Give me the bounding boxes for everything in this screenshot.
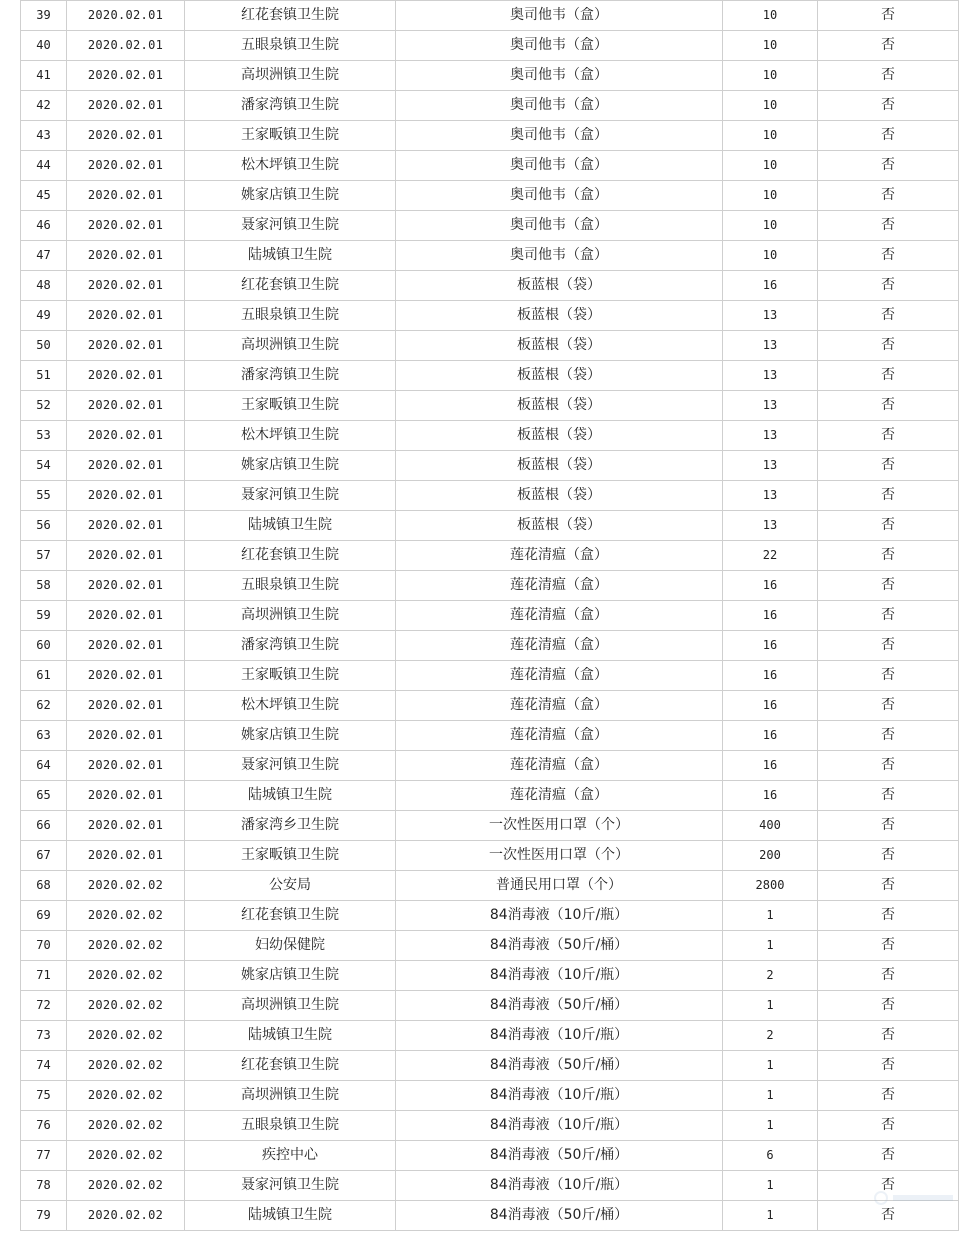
row-number: 64 [21,751,67,781]
table-row [21,631,959,661]
row-date: 2020.02.01 [67,91,185,121]
row-flag: 否 [818,391,959,421]
row-unit: 陆城镇卫生院 [185,1201,396,1231]
row-quantity: 16 [723,571,818,601]
row-unit: 聂家河镇卫生院 [185,751,396,781]
row-unit: 陆城镇卫生院 [185,781,396,811]
row-number: 47 [21,241,67,271]
row-unit: 陆城镇卫生院 [185,241,396,271]
row-quantity: 13 [723,421,818,451]
row-item: 84消毒液（50斤/桶） [396,1141,723,1171]
row-number: 54 [21,451,67,481]
row-item: 84消毒液（10斤/瓶） [396,1171,723,1201]
row-flag: 否 [818,181,959,211]
row-date: 2020.02.01 [67,211,185,241]
row-item: 莲花清瘟（盒） [396,721,723,751]
row-quantity: 22 [723,541,818,571]
table-row [21,451,959,481]
donation-table [20,0,959,1231]
row-item: 84消毒液（10斤/瓶） [396,901,723,931]
table-row [21,151,959,181]
row-quantity: 1 [723,901,818,931]
row-date: 2020.02.01 [67,721,185,751]
row-unit: 潘家湾镇卫生院 [185,361,396,391]
row-unit: 红花套镇卫生院 [185,901,396,931]
table-row [21,301,959,331]
row-flag: 否 [818,811,959,841]
row-flag: 否 [818,361,959,391]
row-unit: 聂家河镇卫生院 [185,481,396,511]
row-item: 板蓝根（袋） [396,421,723,451]
row-quantity: 16 [723,781,818,811]
row-number: 67 [21,841,67,871]
row-unit: 王家畈镇卫生院 [185,841,396,871]
row-item: 板蓝根（袋） [396,511,723,541]
row-flag: 否 [818,931,959,961]
row-quantity: 16 [723,601,818,631]
row-flag: 否 [818,31,959,61]
row-flag: 否 [818,421,959,451]
row-unit: 松木坪镇卫生院 [185,151,396,181]
row-quantity: 10 [723,31,818,61]
row-date: 2020.02.02 [67,1081,185,1111]
row-unit: 松木坪镇卫生院 [185,691,396,721]
row-date: 2020.02.01 [67,781,185,811]
row-number: 53 [21,421,67,451]
row-date: 2020.02.02 [67,1111,185,1141]
row-number: 69 [21,901,67,931]
row-quantity: 13 [723,331,818,361]
row-quantity: 13 [723,511,818,541]
row-unit: 姚家店镇卫生院 [185,451,396,481]
row-date: 2020.02.01 [67,601,185,631]
table-body [21,1,959,1231]
row-flag: 否 [818,1141,959,1171]
row-flag: 否 [818,241,959,271]
row-unit: 红花套镇卫生院 [185,1,396,31]
row-date: 2020.02.01 [67,571,185,601]
row-quantity: 2 [723,961,818,991]
table-row [21,481,959,511]
row-item: 84消毒液（10斤/瓶） [396,1081,723,1111]
row-number: 71 [21,961,67,991]
row-date: 2020.02.01 [67,541,185,571]
row-item: 莲花清瘟（盒） [396,781,723,811]
table-row [21,241,959,271]
row-flag: 否 [818,1111,959,1141]
table-row [21,1111,959,1141]
row-number: 56 [21,511,67,541]
row-quantity: 1 [723,1201,818,1231]
table-row [21,331,959,361]
row-date: 2020.02.02 [67,901,185,931]
row-item: 一次性医用口罩（个） [396,841,723,871]
row-number: 55 [21,481,67,511]
row-quantity: 2800 [723,871,818,901]
row-unit: 潘家湾乡卫生院 [185,811,396,841]
row-item: 板蓝根（袋） [396,301,723,331]
row-quantity: 1 [723,1171,818,1201]
row-number: 50 [21,331,67,361]
row-date: 2020.02.01 [67,301,185,331]
table-row [21,721,959,751]
row-item: 莲花清瘟（盒） [396,661,723,691]
row-flag: 否 [818,991,959,1021]
row-unit: 妇幼保健院 [185,931,396,961]
row-item: 莲花清瘟（盒） [396,751,723,781]
row-unit: 五眼泉镇卫生院 [185,31,396,61]
row-number: 75 [21,1081,67,1111]
row-flag: 否 [818,481,959,511]
row-date: 2020.02.01 [67,61,185,91]
watermark-icon [871,1188,961,1208]
row-quantity: 16 [723,271,818,301]
row-item: 板蓝根（袋） [396,271,723,301]
row-number: 41 [21,61,67,91]
row-quantity: 16 [723,661,818,691]
table-row [21,541,959,571]
row-item: 莲花清瘟（盒） [396,631,723,661]
row-quantity: 10 [723,181,818,211]
row-unit: 姚家店镇卫生院 [185,181,396,211]
table-row [21,61,959,91]
row-unit: 松木坪镇卫生院 [185,421,396,451]
row-quantity: 10 [723,241,818,271]
row-number: 40 [21,31,67,61]
table-row [21,991,959,1021]
row-number: 63 [21,721,67,751]
donation-table-container [20,0,958,1231]
row-number: 72 [21,991,67,1021]
row-item: 84消毒液（10斤/瓶） [396,961,723,991]
row-quantity: 13 [723,481,818,511]
row-date: 2020.02.02 [67,1051,185,1081]
table-row [21,181,959,211]
table-row [21,661,959,691]
row-unit: 王家畈镇卫生院 [185,391,396,421]
row-flag: 否 [818,271,959,301]
table-row [21,1,959,31]
row-date: 2020.02.01 [67,181,185,211]
row-item: 一次性医用口罩（个） [396,811,723,841]
row-flag: 否 [818,601,959,631]
row-number: 49 [21,301,67,331]
row-unit: 红花套镇卫生院 [185,1051,396,1081]
row-quantity: 13 [723,301,818,331]
row-item: 莲花清瘟（盒） [396,541,723,571]
table-row [21,841,959,871]
row-date: 2020.02.02 [67,961,185,991]
row-number: 61 [21,661,67,691]
table-row [21,601,959,631]
row-unit: 高坝洲镇卫生院 [185,991,396,1021]
row-item: 84消毒液（50斤/桶） [396,931,723,961]
row-flag: 否 [818,1021,959,1051]
row-item: 奥司他韦（盒） [396,91,723,121]
row-number: 79 [21,1201,67,1231]
row-unit: 高坝洲镇卫生院 [185,61,396,91]
row-number: 48 [21,271,67,301]
table-row [21,931,959,961]
row-quantity: 400 [723,811,818,841]
row-flag: 否 [818,871,959,901]
row-item: 84消毒液（50斤/桶） [396,1051,723,1081]
table-row [21,811,959,841]
row-flag: 否 [818,901,959,931]
row-flag: 否 [818,1051,959,1081]
row-quantity: 1 [723,1111,818,1141]
row-date: 2020.02.02 [67,1201,185,1231]
row-number: 52 [21,391,67,421]
row-quantity: 1 [723,931,818,961]
row-date: 2020.02.01 [67,1,185,31]
row-quantity: 10 [723,151,818,181]
row-unit: 五眼泉镇卫生院 [185,571,396,601]
row-quantity: 10 [723,61,818,91]
row-date: 2020.02.01 [67,661,185,691]
row-flag: 否 [818,781,959,811]
row-flag: 否 [818,751,959,781]
table-row [21,1201,959,1231]
row-flag: 否 [818,541,959,571]
table-row [21,211,959,241]
row-quantity: 10 [723,211,818,241]
row-date: 2020.02.01 [67,631,185,661]
row-number: 74 [21,1051,67,1081]
row-number: 51 [21,361,67,391]
row-number: 57 [21,541,67,571]
row-item: 莲花清瘟（盒） [396,601,723,631]
row-item: 奥司他韦（盒） [396,181,723,211]
row-unit: 聂家河镇卫生院 [185,211,396,241]
row-flag: 否 [818,661,959,691]
row-unit: 五眼泉镇卫生院 [185,301,396,331]
row-item: 奥司他韦（盒） [396,61,723,91]
row-unit: 王家畈镇卫生院 [185,661,396,691]
row-unit: 姚家店镇卫生院 [185,961,396,991]
row-item: 奥司他韦（盒） [396,31,723,61]
row-item: 板蓝根（袋） [396,331,723,361]
row-item: 板蓝根（袋） [396,481,723,511]
row-item: 板蓝根（袋） [396,451,723,481]
row-date: 2020.02.01 [67,751,185,781]
table-row [21,91,959,121]
row-date: 2020.02.01 [67,241,185,271]
row-unit: 高坝洲镇卫生院 [185,601,396,631]
row-date: 2020.02.02 [67,871,185,901]
table-row [21,421,959,451]
row-flag: 否 [818,841,959,871]
row-flag: 否 [818,61,959,91]
row-unit: 红花套镇卫生院 [185,271,396,301]
row-flag: 否 [818,631,959,661]
row-number: 60 [21,631,67,661]
table-row [21,1051,959,1081]
row-unit: 姚家店镇卫生院 [185,721,396,751]
table-row [21,961,959,991]
table-row [21,1141,959,1171]
row-flag: 否 [818,91,959,121]
table-row [21,511,959,541]
row-date: 2020.02.02 [67,1171,185,1201]
row-date: 2020.02.01 [67,451,185,481]
row-flag: 否 [818,301,959,331]
row-unit: 高坝洲镇卫生院 [185,331,396,361]
row-number: 42 [21,91,67,121]
row-number: 62 [21,691,67,721]
table-row [21,901,959,931]
row-item: 84消毒液（10斤/瓶） [396,1111,723,1141]
row-item: 莲花清瘟（盒） [396,571,723,601]
row-item: 板蓝根（袋） [396,391,723,421]
row-item: 84消毒液（50斤/桶） [396,1201,723,1231]
row-unit: 陆城镇卫生院 [185,1021,396,1051]
row-date: 2020.02.02 [67,1021,185,1051]
row-date: 2020.02.01 [67,481,185,511]
row-date: 2020.02.01 [67,151,185,181]
row-number: 45 [21,181,67,211]
row-item: 84消毒液（10斤/瓶） [396,1021,723,1051]
table-row [21,361,959,391]
row-date: 2020.02.01 [67,121,185,151]
row-date: 2020.02.01 [67,361,185,391]
row-flag: 否 [818,331,959,361]
table-row [21,571,959,601]
row-unit: 公安局 [185,871,396,901]
row-date: 2020.02.01 [67,271,185,301]
row-item: 奥司他韦（盒） [396,121,723,151]
table-row [21,271,959,301]
row-flag: 否 [818,1171,959,1201]
row-quantity: 2 [723,1021,818,1051]
table-row [21,751,959,781]
row-quantity: 1 [723,1081,818,1111]
row-unit: 五眼泉镇卫生院 [185,1111,396,1141]
table-row [21,1021,959,1051]
row-number: 76 [21,1111,67,1141]
row-unit: 陆城镇卫生院 [185,511,396,541]
row-date: 2020.02.02 [67,931,185,961]
row-unit: 疾控中心 [185,1141,396,1171]
row-number: 65 [21,781,67,811]
row-number: 73 [21,1021,67,1051]
row-unit: 红花套镇卫生院 [185,541,396,571]
row-quantity: 16 [723,751,818,781]
row-unit: 聂家河镇卫生院 [185,1171,396,1201]
row-number: 46 [21,211,67,241]
row-quantity: 13 [723,451,818,481]
row-date: 2020.02.01 [67,841,185,871]
row-item: 奥司他韦（盒） [396,241,723,271]
row-flag: 否 [818,511,959,541]
row-flag: 否 [818,451,959,481]
row-item: 普通民用口罩（个） [396,871,723,901]
row-number: 59 [21,601,67,631]
table-row [21,1081,959,1111]
row-number: 78 [21,1171,67,1201]
row-quantity: 13 [723,391,818,421]
row-quantity: 16 [723,721,818,751]
row-flag: 否 [818,571,959,601]
row-item: 莲花清瘟（盒） [396,691,723,721]
row-quantity: 13 [723,361,818,391]
row-number: 70 [21,931,67,961]
row-quantity: 1 [723,991,818,1021]
row-number: 66 [21,811,67,841]
row-number: 77 [21,1141,67,1171]
row-unit: 高坝洲镇卫生院 [185,1081,396,1111]
row-date: 2020.02.01 [67,691,185,721]
table-row [21,871,959,901]
row-flag: 否 [818,121,959,151]
row-flag: 否 [818,1201,959,1231]
row-quantity: 200 [723,841,818,871]
table-row [21,691,959,721]
row-number: 44 [21,151,67,181]
row-number: 58 [21,571,67,601]
row-item: 奥司他韦（盒） [396,151,723,181]
row-flag: 否 [818,961,959,991]
row-date: 2020.02.01 [67,331,185,361]
row-flag: 否 [818,721,959,751]
row-date: 2020.02.01 [67,421,185,451]
table-row [21,31,959,61]
row-flag: 否 [818,1081,959,1111]
row-quantity: 10 [723,1,818,31]
row-quantity: 10 [723,91,818,121]
row-date: 2020.02.01 [67,31,185,61]
table-row [21,781,959,811]
row-quantity: 6 [723,1141,818,1171]
row-item: 84消毒液（50斤/桶） [396,991,723,1021]
row-quantity: 16 [723,691,818,721]
row-date: 2020.02.01 [67,391,185,421]
row-unit: 潘家湾镇卫生院 [185,631,396,661]
row-item: 奥司他韦（盒） [396,211,723,241]
row-flag: 否 [818,1,959,31]
row-item: 奥司他韦（盒） [396,1,723,31]
row-date: 2020.02.02 [67,991,185,1021]
row-flag: 否 [818,691,959,721]
row-date: 2020.02.01 [67,511,185,541]
table-row [21,1171,959,1201]
row-number: 68 [21,871,67,901]
table-row [21,391,959,421]
row-quantity: 16 [723,631,818,661]
row-flag: 否 [818,211,959,241]
row-item: 板蓝根（袋） [396,361,723,391]
row-number: 39 [21,1,67,31]
row-quantity: 1 [723,1051,818,1081]
row-date: 2020.02.01 [67,811,185,841]
row-date: 2020.02.02 [67,1141,185,1171]
row-unit: 潘家湾镇卫生院 [185,91,396,121]
row-number: 43 [21,121,67,151]
row-unit: 王家畈镇卫生院 [185,121,396,151]
row-quantity: 10 [723,121,818,151]
table-row [21,121,959,151]
row-flag: 否 [818,151,959,181]
